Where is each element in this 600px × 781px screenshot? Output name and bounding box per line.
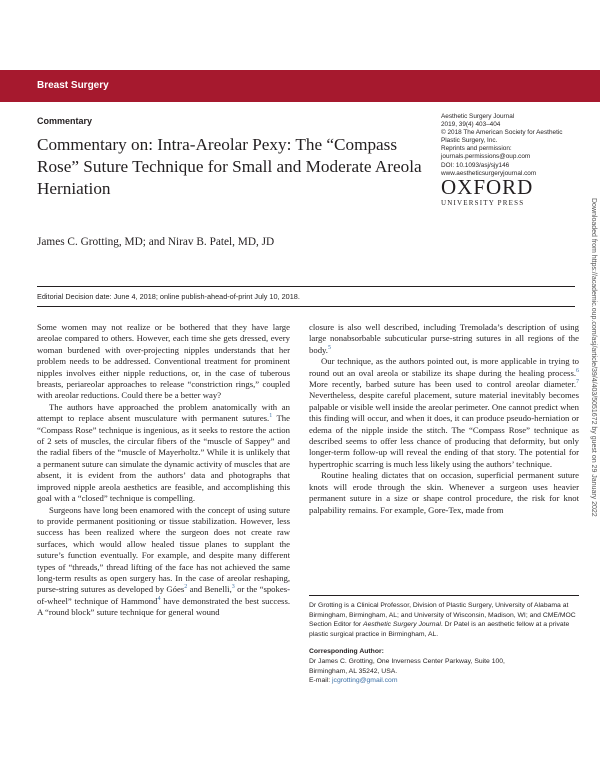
paragraph: Some women may not realize or be bothered that they have large areolae compared to others. However, each time she gets dressed, every woman burdened with over-projecting nipples understands that her problem needs to be addressed. Conventional treatment for prominent nipples involves either nipple reductions, or, in the case of tuberous breasts, periareolar approaches to release “constriction rings,” coupled with areolar reductions. Could there be a better way? (37, 322, 290, 401)
journal-website[interactable]: www.aestheticsurgeryjournal.com (441, 169, 537, 177)
permissions-email[interactable]: journals.permissions@oup.com (441, 153, 531, 161)
paragraph: Routine healing dictates that on occasion, superficial permanent suture knots will erode through the skin. Whenever a surgeon uses heavier permanent suture in a size or shape control procedure, the risk for knot palpability remains. For example, Gore-Tex, made from (309, 470, 579, 515)
reference-link[interactable]: 5 (327, 344, 331, 351)
publisher-logo-subtitle: UNIVERSITY PRESS (441, 199, 525, 207)
reprints-label: Reprints and permission: (441, 145, 512, 153)
copyright: © 2018 The American Society for Aesthetic Plastic Surgery, Inc. (441, 129, 563, 145)
correspondence-label: Corresponding Author: (309, 648, 384, 656)
paragraph: The authors have approached the problem anatomically with an attempt to replace absent musculature with permanent sutures.$^1$ The “Compass Rose” technique is ingenious, as it seeks to restore the action of 2 sets of muscles, the circular fibers of the “muscle of Sappey” and the radial fibers of the “muscle of Mayerholtz.” While it is unlikely that a permanent suture can simulate the dynamic activity of muscles that are absent, it is evident from the authors’ data and photographs that improved nipple areola aesthetics are feasible, and accomplishing this goal with a “closed” technique is compelling. (37, 401, 290, 504)
correspondence-address-1: Dr James C. Grotting, One Inverness Center Parkway, Suite 100, (309, 657, 505, 665)
author-notes (309, 601, 579, 686)
footnote-divider (309, 595, 579, 596)
paragraph: Our technique, as the authors pointed out, is more applicable in trying to round out an oval areola or stabilize its shape during the healing process.$^6$ More recently, barbed suture has been used to control areolar diameter.$^7$ Nevertheless, despite careful placement, suture material inevitably becomes palpable or visible well inside the areolar perimeter. One cannot predict when this finding will occur, and when it does, it can produce pseudo-herniation or edema of the nipple inside the stitch. The “Compass Rose” technique as described seems to offer less chance of producing that deformity, but only longer-term follow-up will reveal the ending of that story. The potential for hypertrophic scarring is much less likely using the authors’ technique. (309, 356, 579, 469)
reference-link[interactable]: 3 (231, 584, 235, 591)
article-type: Commentary (37, 116, 93, 126)
reference-link[interactable]: 2 (184, 584, 188, 591)
correspondence-address-2: Birmingham, AL 35242, USA. (309, 667, 398, 675)
email-link[interactable]: jcgrotting@gmail.com (332, 677, 398, 685)
paragraph: Surgeons have long been enamored with the concept of using suture to provide permanent positioning or tissue stabilization. However, less success has been realized where the surgeon does not create raw surfaces, which would allow healed tissue planes to supplant the suture’s function eventually. For example, and despite many different types of “threads,” thread lifting of the face has not achieved the same long-term results as open surgery has. In the case of areolar reshaping, purse-string sutures as developed by Góes$^2$ and Benelli,$^3$ or the “spokes-of-wheel” technique of Hammond$^4$ have demonstrated the best success. A “round block” suture technique for general wound (37, 504, 291, 618)
journal-metadata (441, 113, 576, 178)
reference-link[interactable]: 1 (269, 413, 273, 420)
reference-link[interactable]: 4 (157, 595, 161, 602)
divider-top (37, 286, 575, 287)
left-column (37, 322, 290, 619)
reference-link[interactable]: 7 (576, 379, 579, 386)
paragraph: closure is also well described, including Tremolada’s description of using large nonabsorbable subcuticular purse-string sutures in all regions of the body.$^5$ (309, 322, 579, 355)
download-watermark: Downloaded from https://academic.oup.com/asj/article/39/4/403/5051672 by guest on 29 January 2022 (590, 198, 597, 517)
divider-bottom (37, 306, 575, 307)
affiliation: Dr Grotting is a Clinical Professor, Division of Plastic Surgery, University of Alabama at Birmingham, Birmingham, AL; and University of Wisconsin, Madison, WI; and CME/MOC Section Editor for Aesthetic Surgery Journal. Dr Patel is an aesthetic fellow at a private plastic surgical practice in Birmingham, AL. (309, 602, 576, 638)
section-band-label: Breast Surgery (37, 80, 109, 91)
right-column (309, 322, 579, 516)
doi[interactable]: DOI: 10.1093/asj/sjy146 (441, 161, 510, 169)
editorial-dates: Editorial Decision date: June 4, 2018; online publish-ahead-of-print July 10, 2018. (37, 292, 300, 301)
reference-link[interactable]: 6 (576, 367, 579, 374)
article-title: Commentary on: Intra-Areolar Pexy: The “Compass Rose” Suture Technique for Small and Moderate Areola Herniation (37, 135, 422, 198)
publisher-logo: OXFORD (441, 175, 534, 199)
authors: James C. Grotting, MD; and Nirav B. Patel, MD, JD (37, 236, 275, 248)
journal-volume: 2019, 39(4) 403–404 (441, 121, 501, 129)
journal-name: Aesthetic Surgery Journal (441, 113, 515, 120)
correspondence-email-line: E-mail: jcgrotting@gmail.com (309, 677, 398, 685)
